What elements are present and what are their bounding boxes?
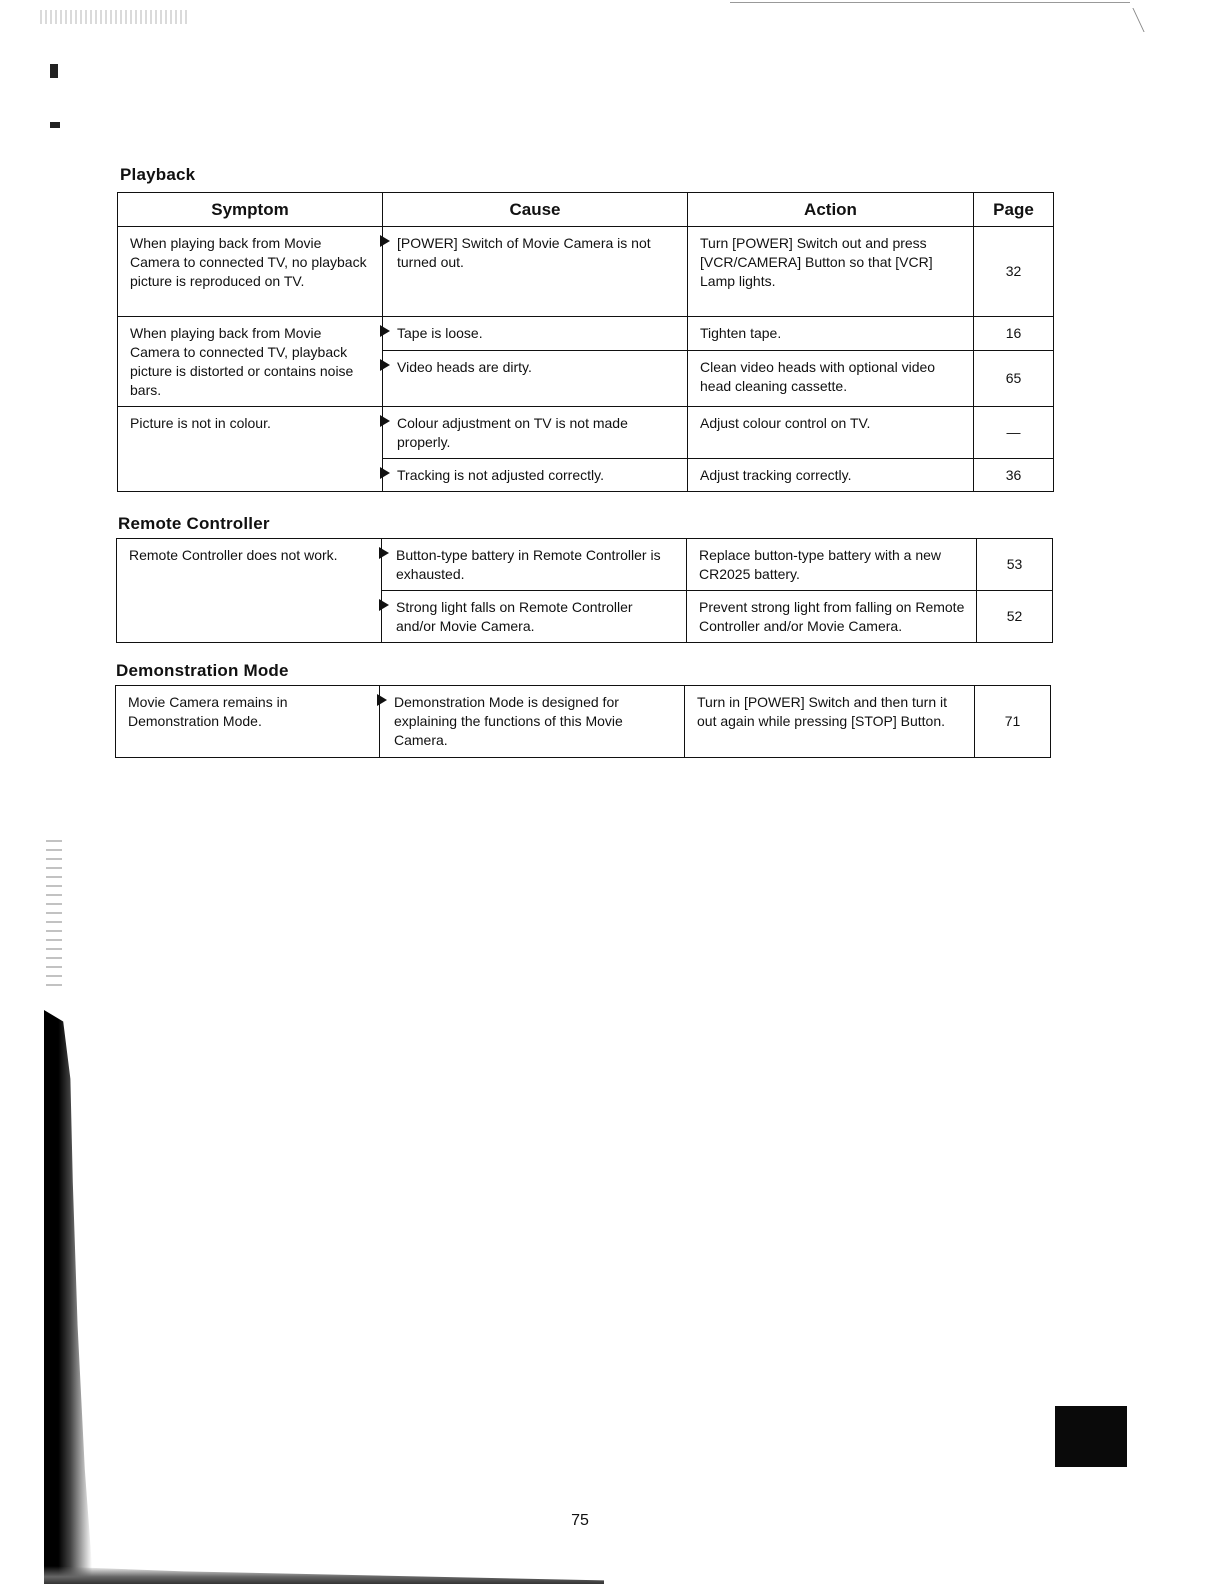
scan-mark bbox=[50, 64, 58, 78]
page-cell: 16 bbox=[974, 317, 1054, 351]
arrow-icon bbox=[380, 415, 390, 427]
table-row bbox=[116, 686, 1051, 758]
cause-text: Video heads are dirty. bbox=[397, 359, 532, 376]
arrow-icon bbox=[379, 599, 389, 611]
page-number: 75 bbox=[571, 1512, 589, 1529]
cause-text: Strong light falls on Remote Controller and/or Movie Camera. bbox=[396, 599, 633, 634]
arrow-icon bbox=[379, 547, 389, 559]
cause-text: Tape is loose. bbox=[397, 325, 483, 341]
header-symptom: Symptom bbox=[118, 193, 383, 227]
page-cell: 36 bbox=[974, 459, 1054, 492]
playback-table bbox=[117, 192, 1054, 492]
scan-artifact-line bbox=[730, 2, 1130, 3]
symptom-cell: When playing back from Movie Camera to connected TV, playback picture is distorted or contains noise bars. bbox=[118, 317, 383, 407]
table-row bbox=[118, 227, 1054, 317]
page-cell: 65 bbox=[974, 351, 1054, 407]
page-cell: 52 bbox=[977, 591, 1053, 643]
cause-text: Demonstration Mode is designed for explaining the functions of this Movie Camera. bbox=[394, 694, 623, 748]
section-title-playback: Playback bbox=[120, 165, 196, 184]
scan-mark bbox=[50, 122, 60, 128]
scan-artifact-corner bbox=[1120, 8, 1144, 32]
action-cell: Clean video heads with optional video head cleaning cassette. bbox=[688, 351, 974, 407]
cause-cell bbox=[382, 591, 687, 643]
index-tab-block bbox=[1055, 1406, 1127, 1467]
arrow-icon bbox=[377, 694, 387, 706]
scan-specks bbox=[46, 840, 62, 990]
cause-text: Colour adjustment on TV is not made properly. bbox=[397, 415, 628, 450]
page-cell: 32 bbox=[974, 227, 1054, 317]
symptom-cell: Picture is not in colour. bbox=[118, 407, 383, 492]
cause-cell bbox=[382, 539, 687, 591]
demo-table bbox=[115, 685, 1051, 758]
cause-text: Button-type battery in Remote Controller is exhausted. bbox=[396, 547, 661, 582]
arrow-icon bbox=[380, 467, 390, 479]
symptom-cell: Movie Camera remains in Demonstration Mode. bbox=[116, 686, 380, 758]
table-header-row bbox=[118, 193, 1054, 227]
cause-cell bbox=[383, 227, 688, 317]
header-page: Page bbox=[974, 193, 1054, 227]
page-cell: — bbox=[974, 407, 1054, 459]
action-cell: Turn [POWER] Switch out and press [VCR/CAMERA] Button so that [VCR] Lamp lights. bbox=[688, 227, 974, 317]
symptom-cell: Remote Controller does not work. bbox=[117, 539, 382, 643]
scan-shadow-bottom bbox=[44, 1566, 604, 1584]
table-row bbox=[117, 539, 1053, 591]
cause-cell bbox=[383, 351, 688, 407]
cause-text: Tracking is not adjusted correctly. bbox=[397, 467, 604, 483]
cause-cell bbox=[383, 407, 688, 459]
arrow-icon bbox=[380, 325, 390, 337]
action-cell: Adjust colour control on TV. bbox=[688, 407, 974, 459]
action-cell: Replace button-type battery with a new CR2025 battery. bbox=[687, 539, 977, 591]
symptom-cell: When playing back from Movie Camera to connected TV, no playback picture is reproduced on TV. bbox=[118, 227, 383, 317]
scan-shadow-left bbox=[44, 1010, 92, 1584]
section-title-demo: Demonstration Mode bbox=[116, 661, 289, 680]
scan-artifact-top bbox=[40, 10, 190, 24]
header-cause: Cause bbox=[383, 193, 688, 227]
arrow-icon bbox=[380, 359, 390, 371]
action-cell: Turn in [POWER] Switch and then turn it out again while pressing [STOP] Button. bbox=[685, 686, 975, 758]
table-row bbox=[118, 407, 1054, 459]
arrow-icon bbox=[380, 235, 390, 247]
cause-cell bbox=[380, 686, 685, 758]
cause-cell bbox=[383, 317, 688, 351]
cause-text: [POWER] Switch of Movie Camera is not turned out. bbox=[397, 235, 651, 270]
page-cell: 53 bbox=[977, 539, 1053, 591]
remote-table bbox=[116, 538, 1053, 643]
action-cell: Tighten tape. bbox=[688, 317, 974, 351]
action-cell: Adjust tracking correctly. bbox=[688, 459, 974, 492]
table-row bbox=[118, 317, 1054, 351]
section-title-remote: Remote Controller bbox=[118, 514, 270, 533]
cause-cell bbox=[383, 459, 688, 492]
action-cell: Prevent strong light from falling on Remote Controller and/or Movie Camera. bbox=[687, 591, 977, 643]
page-cell: 71 bbox=[975, 686, 1051, 758]
header-action: Action bbox=[688, 193, 974, 227]
